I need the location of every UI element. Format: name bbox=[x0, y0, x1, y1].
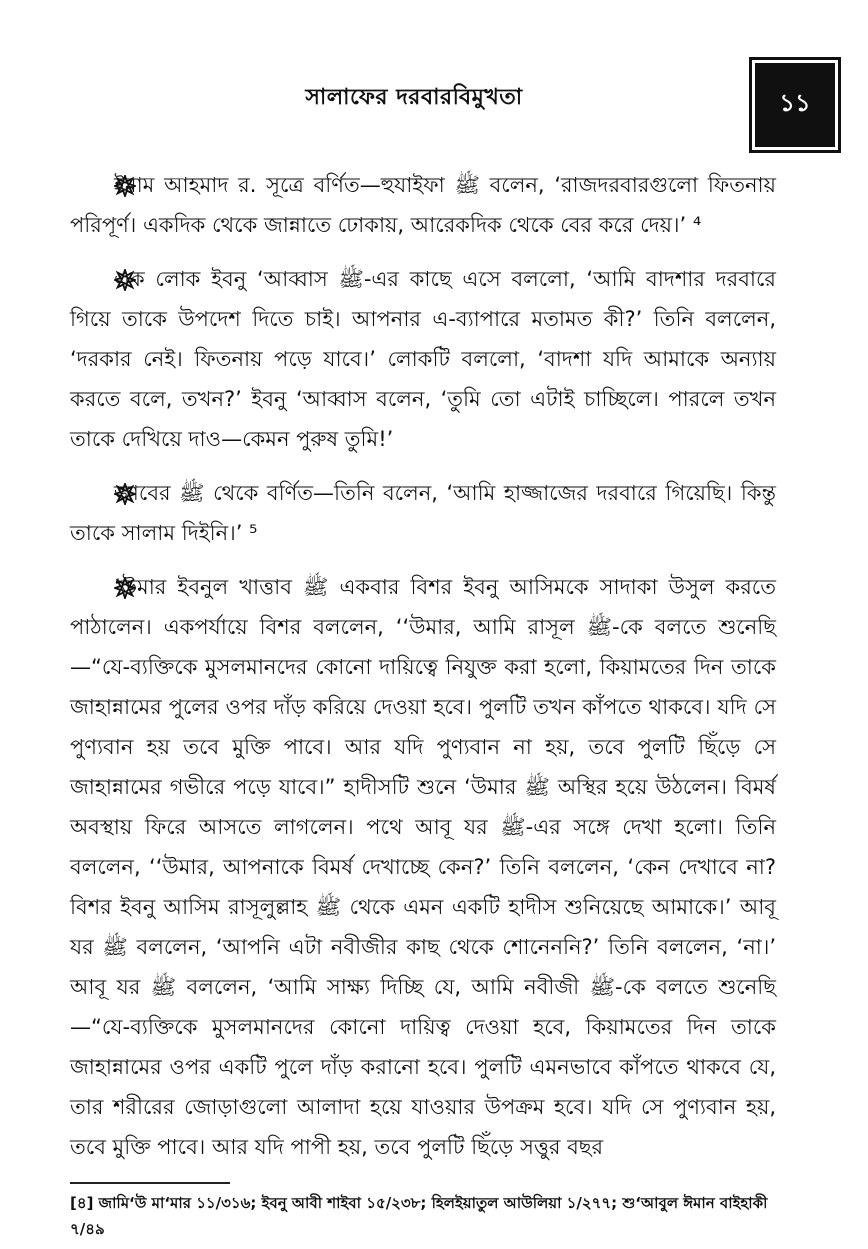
paragraph-text: জাবের ﷺ থেকে বর্ণিত—তিনি বলেন, ‘আমি হাজ্জাজের দরবারে গিয়েছি। কিন্তু তাকে সালাম দিইনি।’ ⁵ bbox=[70, 481, 777, 545]
page-header bbox=[0, 80, 868, 117]
paragraph bbox=[70, 473, 776, 553]
flower-ornament-icon bbox=[114, 577, 136, 599]
body-text bbox=[70, 165, 776, 1181]
flower-ornament-icon bbox=[114, 269, 136, 291]
paragraph-text: ইমাম আহমাদ র. সূত্রে বর্ণিত—হুযাইফা ﷺ বলেন, ‘রাজদরবারগুলো ফিতনায় পরিপূর্ণ। একদিক থেকে জান্নাতে ঢোকায়, আরেকদিক থেকে বের করে দেয়।’ ⁴ bbox=[70, 173, 776, 237]
page-number-box bbox=[752, 60, 838, 150]
paragraph-text: এক লোক ইবনু ‘আব্বাস ﷺ-এর কাছে এসে বললো, ‘আমি বাদশার দরবারে গিয়ে তাকে উপদেশ দিতে চাই। আপনার এ-ব্যাপারে মতামত কী?’ তিনি বললেন, ‘দরকার নেই। ফিতনায় পড়ে যাবে।’ লোকটি বললো, ‘বাদশা যদি আমাকে অন্যায় করতে বলে, তখন?’ ইবনু ‘আব্বাস বলেন, ‘তুমি তো এটাই চাচ্ছিলে। পারলে তখন তাকে দেখিয়ে দাও—কেমন পুরুষ তুমি!’ bbox=[70, 267, 776, 451]
footnote: [৪] জামি‘উ মা‘মার ১১/৩১৬; ইবনু আবী শাইবা ১৫/২৩৮; হিলইয়াতুল আউলিয়া ১/২৭৭; শু‘আবুল ঈমান বাইহাকী ৭/৪৯ bbox=[70, 1194, 768, 1238]
paragraph bbox=[70, 567, 776, 1167]
flower-ornament-icon bbox=[114, 483, 136, 505]
footnotes bbox=[70, 1190, 776, 1242]
footnote-divider bbox=[70, 1182, 230, 1184]
page-number: ১১ bbox=[779, 89, 811, 117]
flower-ornament-icon bbox=[114, 175, 136, 197]
paragraph bbox=[70, 259, 776, 459]
paragraph bbox=[70, 165, 776, 245]
running-title: সালাফের দরবারবিমুখতা bbox=[305, 85, 523, 110]
paragraph-text: ‘উমার ইবনুল খাত্তাব ﷺ একবার বিশর ইবনু আসিমকে সাদাকা উসুল করতে পাঠালেন। একপর্যায়ে বিশর বললেন, ‘‘উমার, আমি রাসূল ﷺ-কে বলতে শুনেছি—“যে-ব্যক্তিকে মুসলমানদের কোনো দায়িত্বে নিযুক্ত করা হলো, কিয়ামতের দিন তাকে জাহান্নামের পুলের ওপর দাঁড় করিয়ে দেওয়া হবে। পুলটি তখন কাঁপতে থাকবে। যদি সে পুণ্যবান হয় তবে মুক্তি পাবে। আর যদি পুণ্যবান না হয়, তবে পুলটি ছিঁড়ে সে জাহান্নামের গভীরে পড়ে যাবে।” হাদীসটি শুনে ‘উমার ﷺ অস্থির হয়ে উঠলেন। বিমর্ষ অবস্থায় ফিরে আসতে লাগলেন। পথে আবূ যর ﷺ-এর সঙ্গে দেখা হলো। তিনি বললেন, ‘‘উমার, আপনাকে বিমর্ষ দেখাচ্ছে কেন?’ তিনি বললেন, ‘কেন দেখাবে না? বিশর ইবনু আসিম রাসূলুল্লাহ ﷺ থেকে এমন একটি হাদীস শুনিয়েছে আমাকে।’ আবূ যর ﷺ বললেন, ‘আপনি এটা নবীজীর কাছ থেকে শোনেননি?’ তিনি বললেন, ‘না।’ আবূ যর ﷺ বললেন, ‘আমি সাক্ষ্য দিচ্ছি যে, আমি নবীজী ﷺ-কে বলতে শুনেছি—“যে-ব্যক্তিকে মুসলমানদের কোনো দায়িত্ব দেওয়া হবে, কিয়ামতের দিন তাকে জাহান্নামের ওপর একটি পুলে দাঁড় করানো হবে। পুলটি এমনভাবে কাঁপতে থাকবে যে, তার শরীরের জোড়াগুলো আলাদা হয়ে যাওয়ার উপক্রম হবে। যদি সে পুণ্যবান হয়, তবে মুক্তি পাবে। আর যদি পাপী হয়, তবে পুলটি ছিঁড়ে সত্তুর বছর bbox=[70, 575, 776, 1159]
